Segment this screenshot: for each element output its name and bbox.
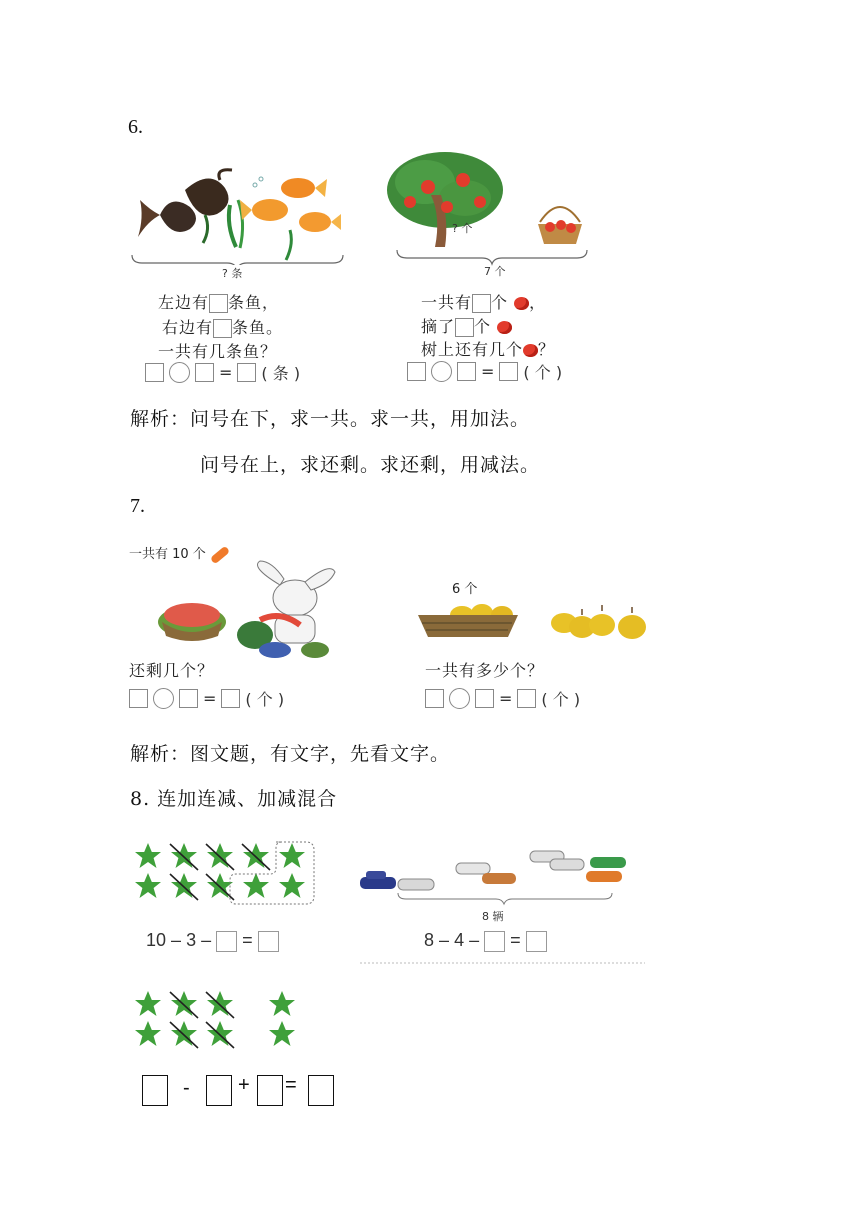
answer-box[interactable] [484, 931, 505, 952]
apple-line-2 [421, 314, 512, 337]
apple-equation [407, 360, 562, 383]
equals-sign: = [510, 930, 521, 950]
fish-line-3: 一共有几条鱼？ [158, 342, 278, 361]
operator-circle[interactable] [169, 362, 190, 383]
pear-basket-illustration [412, 595, 657, 645]
equation-box[interactable] [425, 689, 444, 708]
eq-number: 10 [146, 930, 167, 950]
minus-sign: – [469, 930, 480, 950]
apple-line-3 [421, 337, 555, 360]
operator-circle[interactable] [431, 361, 452, 382]
minus-sign: – [439, 930, 450, 950]
fish-bracket-label: ? 条 [222, 267, 243, 280]
stars-group-1 [130, 838, 315, 908]
final-result-box[interactable] [308, 1075, 334, 1106]
question-6-number: 6. [128, 116, 143, 138]
result-box[interactable] [221, 689, 240, 708]
apple-line-2b: 个 [474, 317, 492, 336]
fish-line-1b: 条鱼， [228, 293, 280, 312]
fish-unit: ( 条 ) [261, 364, 301, 383]
carrot-top-text: 一共有 10 个 [129, 547, 206, 562]
final-minus: - [183, 1077, 190, 1099]
apple-line-1a: 一共有 [421, 293, 473, 312]
minus-sign: – [201, 930, 212, 950]
apple-line-1 [421, 290, 546, 313]
answer-box[interactable] [216, 931, 237, 952]
pear-top-label: 6 个 [452, 582, 478, 597]
pear-question: 一共有多少个？ [425, 661, 545, 680]
carrot-equation [129, 687, 284, 710]
equals-sign: = [499, 689, 513, 708]
equation-box[interactable] [145, 363, 164, 382]
cars-equation [424, 930, 547, 952]
equation-box[interactable] [457, 362, 476, 381]
result-box[interactable] [526, 931, 547, 952]
answer-box[interactable] [209, 294, 228, 313]
question-7-number: 7. [130, 495, 145, 517]
final-plus: + [238, 1074, 250, 1096]
cars-label: 8 辆 [482, 910, 504, 923]
eq-number: 4 [454, 930, 465, 950]
equation-box[interactable] [407, 362, 426, 381]
eq-number: 3 [186, 930, 197, 950]
equation-box[interactable] [179, 689, 198, 708]
fish-line-2a: 右边有 [162, 318, 214, 337]
apple-line-2a: 摘了 [421, 317, 456, 336]
final-box-3[interactable] [257, 1075, 283, 1106]
answer-box[interactable] [213, 319, 232, 338]
operator-circle[interactable] [449, 688, 470, 709]
equals-sign: = [481, 362, 495, 381]
stars-equation [146, 930, 279, 952]
apple-icon [514, 297, 529, 310]
stars-group-2 [130, 988, 305, 1050]
question-8-title: 8. 连加连减、加减混合 [130, 788, 338, 810]
equals-sign: = [203, 689, 217, 708]
carrot-unit: ( 个 ) [245, 690, 285, 709]
eq-number: 8 [424, 930, 435, 950]
q6-explanation-2: 问号在上，求还剩。求还剩，用减法。 [200, 454, 541, 476]
final-equals: = [285, 1074, 297, 1096]
final-box-1[interactable] [142, 1075, 168, 1106]
q6-explanation-1: 解析：问号在下，求一共。求一共，用加法。 [130, 408, 531, 430]
equals-sign: = [219, 363, 233, 382]
fish-line-2b: 条鱼。 [232, 318, 284, 337]
q7-explanation: 解析：图文题，有文字，先看文字。 [130, 743, 451, 765]
minus-sign: – [171, 930, 182, 950]
apple-bracket-label: 7 个 [484, 265, 506, 278]
final-box-2[interactable] [206, 1075, 232, 1106]
apple-icon [523, 344, 538, 357]
tree-label: ? 个 [452, 222, 473, 235]
apple-icon [497, 321, 512, 334]
fish-line-1 [158, 290, 279, 313]
goldfish-illustration [130, 160, 345, 265]
equation-box[interactable] [129, 689, 148, 708]
answer-box[interactable] [455, 318, 474, 337]
apple-unit: ( 个 ) [523, 363, 563, 382]
answer-box[interactable] [472, 294, 491, 313]
result-box[interactable] [258, 931, 279, 952]
fish-equation [145, 361, 300, 384]
equation-box[interactable] [475, 689, 494, 708]
apple-line-3a: 树上还有几个 [421, 340, 524, 359]
apple-tree-illustration [385, 152, 590, 267]
fish-line-2 [162, 315, 283, 338]
pear-equation [425, 687, 580, 710]
result-box[interactable] [499, 362, 518, 381]
apple-line-1b: 个 [491, 293, 509, 312]
operator-circle[interactable] [153, 688, 174, 709]
equation-box[interactable] [195, 363, 214, 382]
apple-line-1c: ， [529, 293, 547, 312]
result-box[interactable] [517, 689, 536, 708]
carrot-question: 还剩几个？ [129, 661, 215, 680]
rabbit-carrot-illustration [150, 560, 340, 660]
apple-line-3b: ？ [538, 340, 556, 359]
pear-unit: ( 个 ) [541, 690, 581, 709]
result-box[interactable] [237, 363, 256, 382]
fish-line-1a: 左边有 [158, 293, 210, 312]
equals-sign: = [242, 930, 253, 950]
